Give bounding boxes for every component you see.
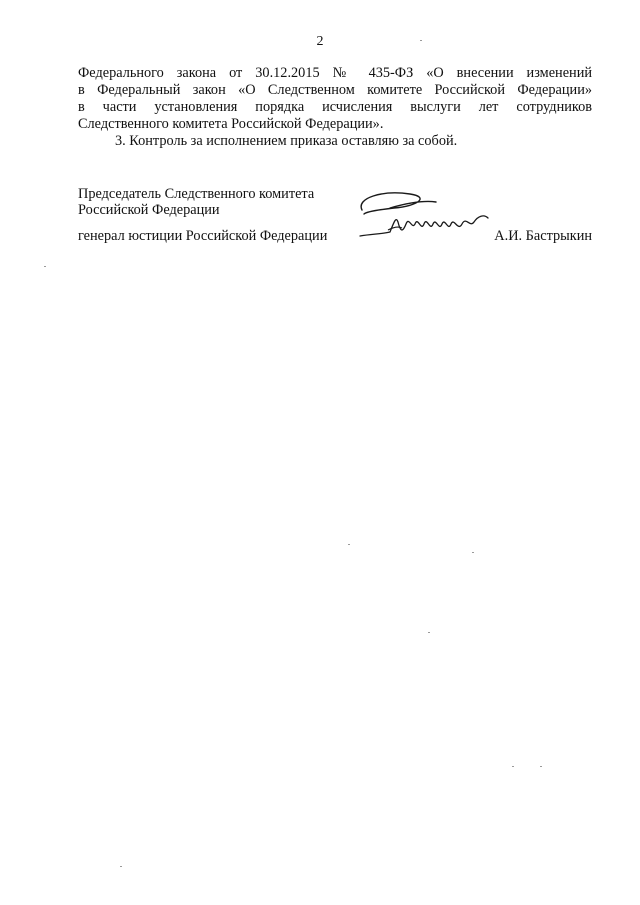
scan-artifact	[44, 266, 46, 267]
signature-block	[78, 186, 592, 244]
scan-artifact	[120, 866, 122, 867]
text-line: в Федеральный закон «О Следственном комитете Российской Федерации»	[78, 82, 592, 98]
scan-artifact	[512, 766, 514, 767]
document-body	[78, 65, 592, 150]
paragraph-control-clause: 3. Контроль за исполнением приказа оставляю за собой.	[115, 133, 458, 149]
signatory-organization: Российской Федерации	[78, 202, 220, 218]
handwritten-signature	[352, 184, 502, 244]
scan-artifact	[428, 632, 430, 633]
signatory-name: А.И. Бастрыкин	[494, 228, 592, 244]
signatory-rank: генерал юстиции Российской Федерации	[78, 228, 328, 244]
scan-artifact	[348, 544, 350, 545]
scan-artifact	[420, 40, 422, 41]
signatory-position: Председатель Следственного комитета	[78, 186, 315, 202]
page-number: 2	[316, 34, 324, 49]
text-line: в части установления порядка исчисления выслуги лет сотрудников	[78, 99, 592, 115]
paragraph-continuation	[78, 65, 592, 133]
text-line: Следственного комитета Российской Федерации».	[78, 116, 384, 132]
scan-artifact	[472, 552, 474, 553]
text-line: Федерального закона от 30.12.2015 № 435-ФЗ «О внесении изменений	[78, 65, 592, 81]
scan-artifact	[540, 766, 542, 767]
